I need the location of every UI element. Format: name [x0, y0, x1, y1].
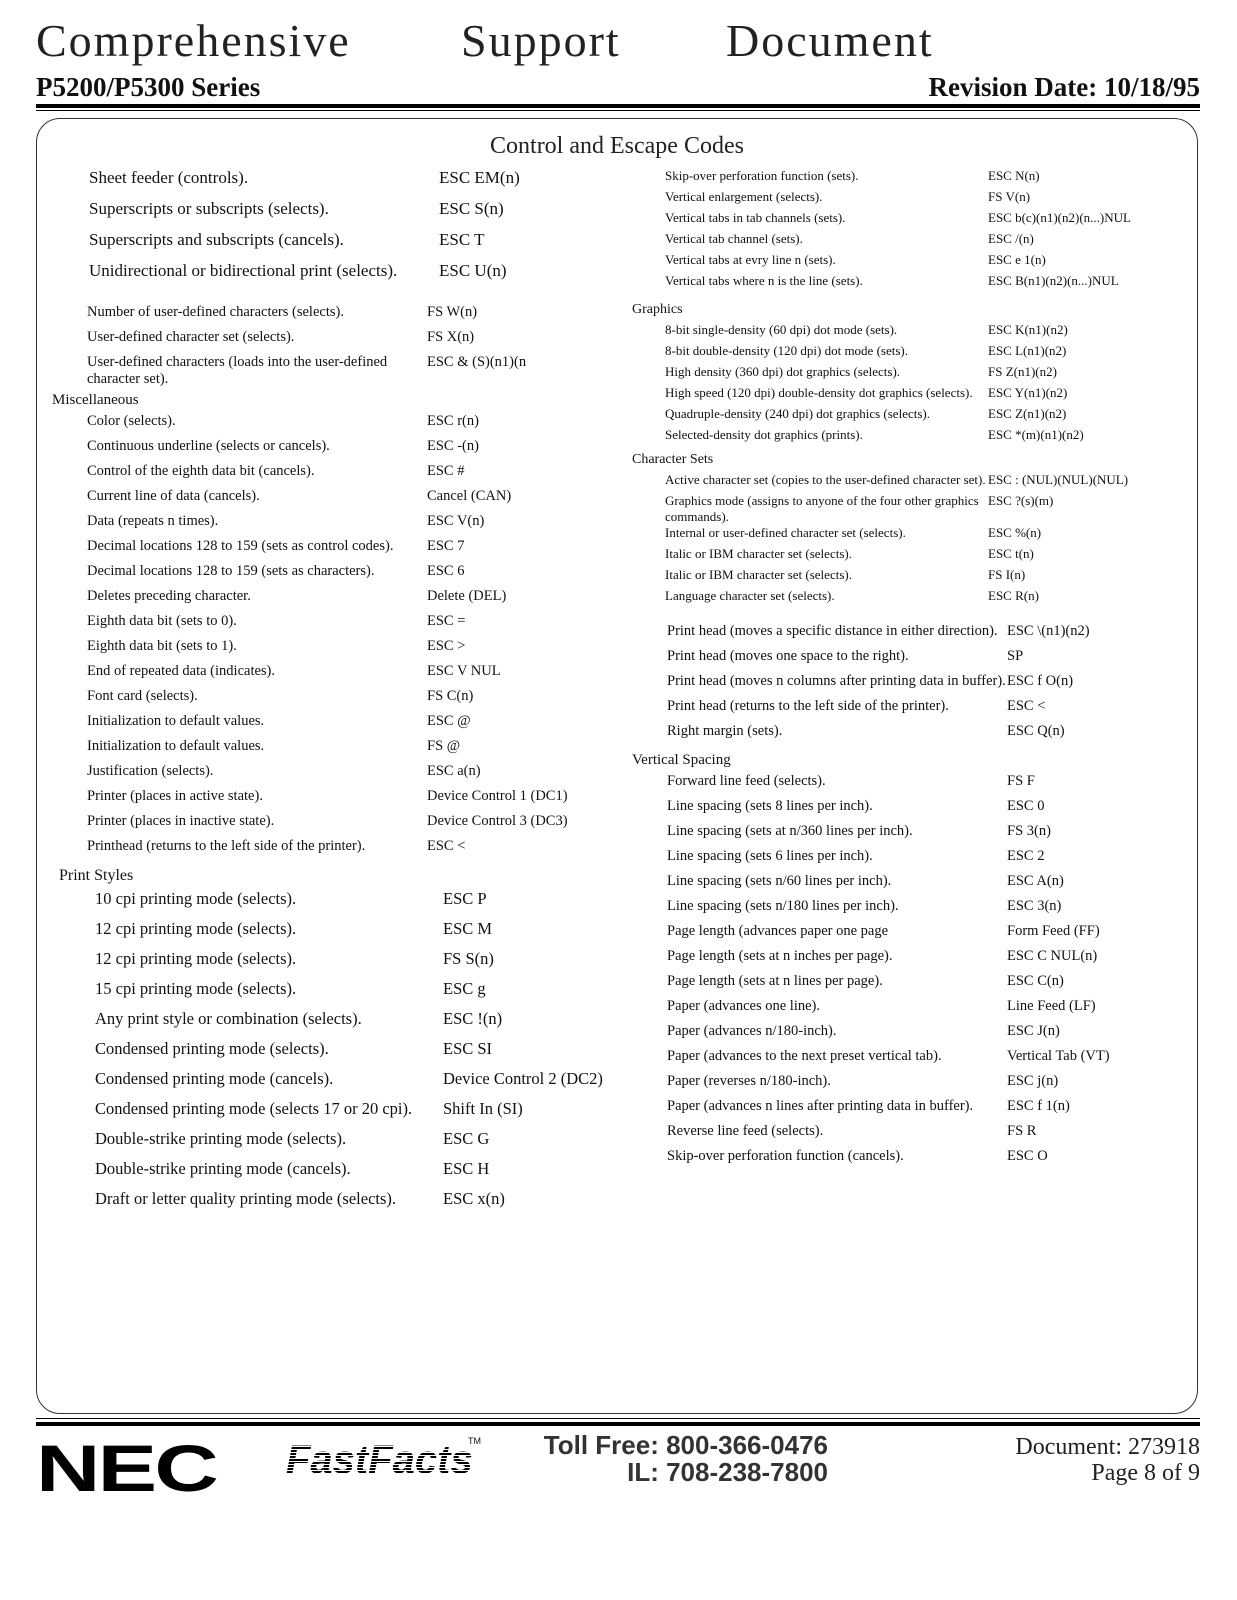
code-row: [632, 493, 1192, 525]
code-row: [52, 1159, 612, 1189]
command-description: Paper (reverses n/180-inch).: [667, 1073, 831, 1089]
section-title: Control and Escape Codes: [490, 133, 744, 159]
graphics-heading: Graphics: [632, 302, 683, 317]
code-row: [52, 889, 612, 919]
code-row: [52, 638, 612, 663]
group-vertical-spacing: [632, 773, 1192, 1173]
escape-code: ESC N(n): [988, 168, 1040, 183]
phone-numbers: [498, 1432, 828, 1486]
escape-code: ESC Z(n1)(n2): [988, 406, 1067, 421]
code-row: [632, 623, 1192, 648]
code-row: [52, 168, 612, 199]
command-description: Double-strike printing mode (cancels).: [95, 1159, 351, 1178]
code-row: [632, 252, 1192, 273]
code-row: [52, 438, 612, 463]
escape-code: ESC : (NUL)(NUL)(NUL): [988, 472, 1129, 487]
page-footer: [36, 1424, 1200, 1534]
escape-code: ESC 7: [427, 538, 465, 554]
command-description: Graphics mode (assigns to anyone of the four other graphics commands).: [665, 493, 979, 524]
code-row: [632, 698, 1192, 723]
escape-code: ESC P: [443, 889, 487, 908]
escape-code: ESC f 1(n): [1007, 1098, 1070, 1114]
command-description: Continuous underline (selects or cancels).: [87, 438, 330, 454]
escape-code: ESC G: [443, 1129, 490, 1148]
toll-free-number: Toll Free: 800-366-0476: [543, 1430, 828, 1460]
command-description: Printhead (returns to the left side of the printer).: [87, 838, 366, 854]
code-row: [52, 1129, 612, 1159]
code-row: [52, 463, 612, 488]
code-row: [52, 949, 612, 979]
page-header: [36, 14, 1200, 114]
command-description: 12 cpi printing mode (selects).: [95, 919, 297, 938]
document-title: [36, 14, 996, 72]
code-row: [632, 898, 1192, 923]
group-sheet-feeder: [52, 168, 612, 292]
code-row: [632, 385, 1192, 406]
code-row: [632, 848, 1192, 873]
code-row: [632, 873, 1192, 898]
code-row: [52, 1039, 612, 1069]
code-row: [632, 923, 1192, 948]
escape-code: Delete (DEL): [427, 588, 507, 604]
command-description: User-defined characters (loads into the user-defined character set).: [87, 354, 388, 387]
escape-code: ESC j(n): [1007, 1073, 1059, 1089]
code-row: [52, 513, 612, 538]
escape-code: ESC Y(n1)(n2): [988, 385, 1068, 400]
code-row: [632, 1098, 1192, 1123]
group-print-head: [632, 623, 1192, 748]
command-description: Current line of data (cancels).: [87, 488, 260, 504]
escape-code: ESC T: [439, 230, 485, 249]
escape-code: Device Control 1 (DC1): [427, 788, 568, 804]
charsets-heading: Character Sets: [632, 452, 714, 467]
code-row: [632, 231, 1192, 252]
escape-code: FS I(n): [988, 567, 1026, 582]
code-row: [632, 210, 1192, 231]
code-row: [632, 773, 1192, 798]
code-row: [632, 1023, 1192, 1048]
command-description: Page length (advances paper one page: [667, 923, 889, 939]
escape-code: ESC J(n): [1007, 1023, 1060, 1039]
escape-code: ESC 3(n): [1007, 898, 1062, 914]
code-row: [52, 763, 612, 788]
command-description: Internal or user-defined character set (selects).: [665, 525, 906, 540]
code-row: [52, 713, 612, 738]
escape-code: ESC L(n1)(n2): [988, 343, 1067, 358]
code-row: [52, 1069, 612, 1099]
command-description: Double-strike printing mode (selects).: [95, 1129, 347, 1148]
command-description: Paper (advances to the next preset vertical tab).: [667, 1048, 942, 1064]
footer-rule-thin: [36, 1418, 1200, 1419]
left-column: [52, 168, 612, 1219]
group-vertical-tabs: [632, 168, 1192, 294]
code-row: [632, 1123, 1192, 1148]
escape-code: ESC Q(n): [1007, 723, 1065, 739]
command-description: Eighth data bit (sets to 1).: [87, 638, 237, 654]
escape-code: ESC V NUL: [427, 663, 501, 679]
command-description: Decimal locations 128 to 159 (sets as control codes).: [87, 538, 394, 554]
escape-code: ESC /(n): [988, 231, 1034, 246]
group-miscellaneous: [52, 413, 612, 863]
escape-code: ESC A(n): [1007, 873, 1064, 889]
command-description: Initialization to default values.: [87, 713, 265, 729]
right-column: [632, 168, 1192, 1173]
command-description: Printer (places in inactive state).: [87, 813, 275, 829]
code-row: [52, 413, 612, 438]
series-label: P5200/P5300 Series: [36, 72, 261, 102]
command-description: Reverse line feed (selects).: [667, 1123, 824, 1139]
code-row: [52, 663, 612, 688]
command-description: Any print style or combination (selects).: [95, 1009, 362, 1028]
code-row: [52, 199, 612, 230]
command-description: Control of the eighth data bit (cancels).: [87, 463, 315, 479]
command-description: Line spacing (sets n/60 lines per inch).: [667, 873, 892, 889]
code-row: [632, 1048, 1192, 1073]
command-description: Decimal locations 128 to 159 (sets as characters).: [87, 563, 375, 579]
escape-code: ESC R(n): [988, 588, 1039, 603]
command-description: Print head (moves one space to the right).: [667, 648, 909, 664]
command-description: 12 cpi printing mode (selects).: [95, 949, 297, 968]
nec-logo: NEC: [36, 1431, 217, 1505]
escape-code: ESC U(n): [439, 261, 507, 280]
escape-code: ESC *(m)(n1)(n2): [988, 427, 1084, 442]
code-row: [52, 588, 612, 613]
escape-code: ESC ?(s)(m): [988, 493, 1054, 508]
code-row: [52, 813, 612, 838]
command-description: Italic or IBM character set (selects).: [665, 567, 852, 582]
code-row: [52, 613, 612, 638]
code-row: [632, 546, 1192, 567]
command-description: Vertical tabs where n is the line (sets).: [665, 273, 863, 288]
escape-code: ESC 2: [1007, 848, 1045, 864]
command-description: End of repeated data (indicates).: [87, 663, 276, 679]
command-description: Number of user-defined characters (selects).: [87, 304, 344, 320]
command-description: Condensed printing mode (selects 17 or 20 cpi).: [95, 1099, 413, 1118]
command-description: High speed (120 dpi) double-density dot graphics (selects).: [665, 385, 973, 400]
escape-code: ESC C(n): [1007, 973, 1064, 989]
code-row: [632, 472, 1192, 493]
code-row: [632, 406, 1192, 427]
command-description: Active character set (copies to the user-defined character set).: [665, 472, 986, 487]
code-row: [52, 1009, 612, 1039]
escape-code: FS C(n): [427, 688, 474, 704]
escape-code: FS W(n): [427, 304, 478, 320]
command-description: Italic or IBM character set (selects).: [665, 546, 852, 561]
code-row: [632, 723, 1192, 748]
command-description: Vertical enlargement (selects).: [665, 189, 823, 204]
code-row: [52, 304, 612, 329]
command-description: Quadruple-density (240 dpi) dot graphics (selects).: [665, 406, 930, 421]
code-row: [52, 354, 612, 388]
code-row: [632, 823, 1192, 848]
command-description: Skip-over perforation function (cancels).: [667, 1148, 904, 1164]
escape-code: ESC \(n1)(n2): [1007, 623, 1090, 639]
escape-code: SP: [1007, 648, 1024, 664]
escape-code: ESC e 1(n): [988, 252, 1046, 267]
code-row: [632, 588, 1192, 609]
code-row: [52, 230, 612, 261]
command-description: Line spacing (sets n/180 lines per inch).: [667, 898, 899, 914]
command-description: Initialization to default values.: [87, 738, 265, 754]
command-description: Line spacing (sets 8 lines per inch).: [667, 798, 873, 814]
escape-code: ESC M: [443, 919, 493, 938]
command-description: Page length (sets at n lines per page).: [667, 973, 883, 989]
code-row: [52, 1099, 612, 1129]
escape-code: Vertical Tab (VT): [1007, 1048, 1110, 1064]
escape-code: FS F: [1007, 773, 1035, 789]
command-description: Deletes preceding character.: [87, 588, 251, 604]
escape-code: ESC -(n): [427, 438, 479, 454]
command-description: Page length (sets at n inches per page).: [667, 948, 893, 964]
code-row: [632, 948, 1192, 973]
escape-code: ESC C NUL(n): [1007, 948, 1098, 964]
command-description: Vertical tabs at evry line n (sets).: [665, 252, 836, 267]
code-row: [632, 973, 1192, 998]
title-word: Comprehensive: [36, 15, 351, 66]
code-row: [52, 688, 612, 713]
illinois-number: IL: 708-238-7800: [627, 1457, 828, 1487]
command-description: Line spacing (sets 6 lines per inch).: [667, 848, 873, 864]
command-description: Vertical tabs in tab channels (sets).: [665, 210, 846, 225]
group-character-sets: [632, 472, 1192, 609]
fastfacts-logo: FastFacts: [286, 1438, 473, 1482]
escape-code: FS V(n): [988, 189, 1031, 204]
escape-code: ESC @: [427, 713, 471, 729]
page-number: Page 8 of 9: [1091, 1460, 1200, 1486]
code-row: [52, 261, 612, 292]
command-description: Paper (advances one line).: [667, 998, 820, 1014]
code-row: [632, 998, 1192, 1023]
escape-code: FS @: [427, 738, 461, 754]
header-rule: [36, 104, 1200, 108]
command-description: 10 cpi printing mode (selects).: [95, 889, 297, 908]
command-description: Sheet feeder (controls).: [89, 168, 249, 187]
escape-code: ESC #: [427, 463, 465, 479]
command-description: Vertical tab channel (sets).: [665, 231, 803, 246]
command-description: Unidirectional or bidirectional print (selects).: [89, 261, 398, 280]
escape-code: ESC <: [1007, 698, 1046, 714]
header-rule-thin: [36, 110, 1200, 111]
code-row: [632, 648, 1192, 673]
escape-code: Device Control 3 (DC3): [427, 813, 568, 829]
escape-code: Device Control 2 (DC2): [443, 1069, 603, 1088]
code-row: [632, 427, 1192, 448]
escape-code: ESC V(n): [427, 513, 485, 529]
escape-code: ESC B(n1)(n2)(n...)NUL: [988, 273, 1119, 288]
command-description: Print head (moves a specific distance in either direction).: [667, 623, 998, 639]
escape-code: FS R: [1007, 1123, 1037, 1139]
escape-code: ESC >: [427, 638, 466, 654]
code-row: [632, 322, 1192, 343]
escape-code: ESC & (S)(n1)(n: [427, 354, 527, 370]
command-description: Font card (selects).: [87, 688, 198, 704]
command-description: 8-bit single-density (60 dpi) dot mode (sets).: [665, 322, 898, 337]
command-description: Paper (advances n/180-inch).: [667, 1023, 837, 1039]
code-row: [632, 1073, 1192, 1098]
escape-code: ESC 6: [427, 563, 465, 579]
escape-code: Line Feed (LF): [1007, 998, 1096, 1014]
escape-code: ESC b(c)(n1)(n2)(n...)NUL: [988, 210, 1131, 225]
command-description: Color (selects).: [87, 413, 176, 429]
command-description: Paper (advances n lines after printing data in buffer).: [667, 1098, 974, 1114]
code-row: [52, 979, 612, 1009]
code-row: [632, 273, 1192, 294]
code-row: [52, 838, 612, 863]
vertical-spacing-heading: Vertical Spacing: [632, 752, 731, 768]
group-graphics: [632, 322, 1192, 448]
print-styles-heading: Print Styles: [59, 867, 134, 884]
trademark-mark: TM: [468, 1436, 481, 1446]
command-description: Line spacing (sets at n/360 lines per inch).: [667, 823, 913, 839]
code-row: [632, 1148, 1192, 1173]
command-description: 8-bit double-density (120 dpi) dot mode (sets).: [665, 343, 908, 358]
command-description: Condensed printing mode (cancels).: [95, 1069, 334, 1088]
group-print-styles: [52, 889, 612, 1219]
escape-code: ESC H: [443, 1159, 490, 1178]
code-row: [632, 525, 1192, 546]
escape-code: FS 3(n): [1007, 823, 1051, 839]
command-description: Printer (places in active state).: [87, 788, 263, 804]
escape-code: ESC =: [427, 613, 466, 629]
escape-code: ESC %(n): [988, 525, 1042, 540]
code-row: [632, 168, 1192, 189]
escape-code: FS S(n): [443, 949, 494, 968]
command-description: Superscripts and subscripts (cancels).: [89, 230, 344, 249]
command-description: Justification (selects).: [87, 763, 214, 779]
escape-code: Shift In (SI): [443, 1099, 523, 1118]
escape-code: Cancel (CAN): [427, 488, 512, 504]
escape-code: FS X(n): [427, 329, 475, 345]
command-description: Language character set (selects).: [665, 588, 835, 603]
document-number: Document: 273918: [1015, 1434, 1200, 1460]
code-row: [52, 919, 612, 949]
escape-code: ESC a(n): [427, 763, 481, 779]
escape-code: ESC r(n): [427, 413, 479, 429]
command-description: Skip-over perforation function (sets).: [665, 168, 859, 183]
code-row: [632, 189, 1192, 210]
escape-code: ESC O: [1007, 1148, 1048, 1164]
command-description: Data (repeats n times).: [87, 513, 219, 529]
revision-date: Revision Date: 10/18/95: [928, 72, 1200, 102]
code-row: [632, 364, 1192, 385]
command-description: Superscripts or subscripts (selects).: [89, 199, 329, 218]
document-info: [1015, 1434, 1200, 1486]
escape-code: ESC !(n): [443, 1009, 503, 1028]
escape-code: ESC K(n1)(n2): [988, 322, 1068, 337]
code-row: [52, 329, 612, 354]
misc-heading: Miscellaneous: [52, 392, 139, 408]
escape-code: ESC x(n): [443, 1189, 505, 1208]
code-row: [52, 738, 612, 763]
code-row: [52, 563, 612, 588]
command-description: Forward line feed (selects).: [667, 773, 826, 789]
code-row: [632, 798, 1192, 823]
escape-code: ESC g: [443, 979, 486, 998]
escape-code: Form Feed (FF): [1007, 923, 1100, 939]
group-user-defined: [52, 304, 612, 388]
escape-code: FS Z(n1)(n2): [988, 364, 1057, 379]
escape-code: ESC <: [427, 838, 466, 854]
command-description: User-defined character set (selects).: [87, 329, 295, 345]
title-word: Document: [726, 15, 934, 66]
command-description: Condensed printing mode (selects).: [95, 1039, 329, 1058]
title-word: Support: [461, 15, 621, 66]
code-row: [632, 673, 1192, 698]
escape-code: ESC SI: [443, 1039, 493, 1058]
command-description: Print head (moves n columns after printing data in buffer).: [667, 673, 1006, 689]
escape-code: ESC t(n): [988, 546, 1034, 561]
code-row: [52, 1189, 612, 1219]
escape-code: ESC 0: [1007, 798, 1045, 814]
command-description: Draft or letter quality printing mode (selects).: [95, 1189, 397, 1208]
command-description: Right margin (sets).: [667, 723, 783, 739]
code-row: [52, 788, 612, 813]
code-row: [632, 343, 1192, 364]
command-description: Eighth data bit (sets to 0).: [87, 613, 237, 629]
code-row: [52, 488, 612, 513]
command-description: Selected-density dot graphics (prints).: [665, 427, 863, 442]
command-description: Print head (returns to the left side of the printer).: [667, 698, 949, 714]
command-description: 15 cpi printing mode (selects).: [95, 979, 297, 998]
code-row: [632, 567, 1192, 588]
escape-code: ESC S(n): [439, 199, 504, 218]
escape-code: ESC EM(n): [439, 168, 520, 187]
escape-code: ESC f O(n): [1007, 673, 1074, 689]
command-description: High density (360 dpi) dot graphics (selects).: [665, 364, 901, 379]
code-row: [52, 538, 612, 563]
